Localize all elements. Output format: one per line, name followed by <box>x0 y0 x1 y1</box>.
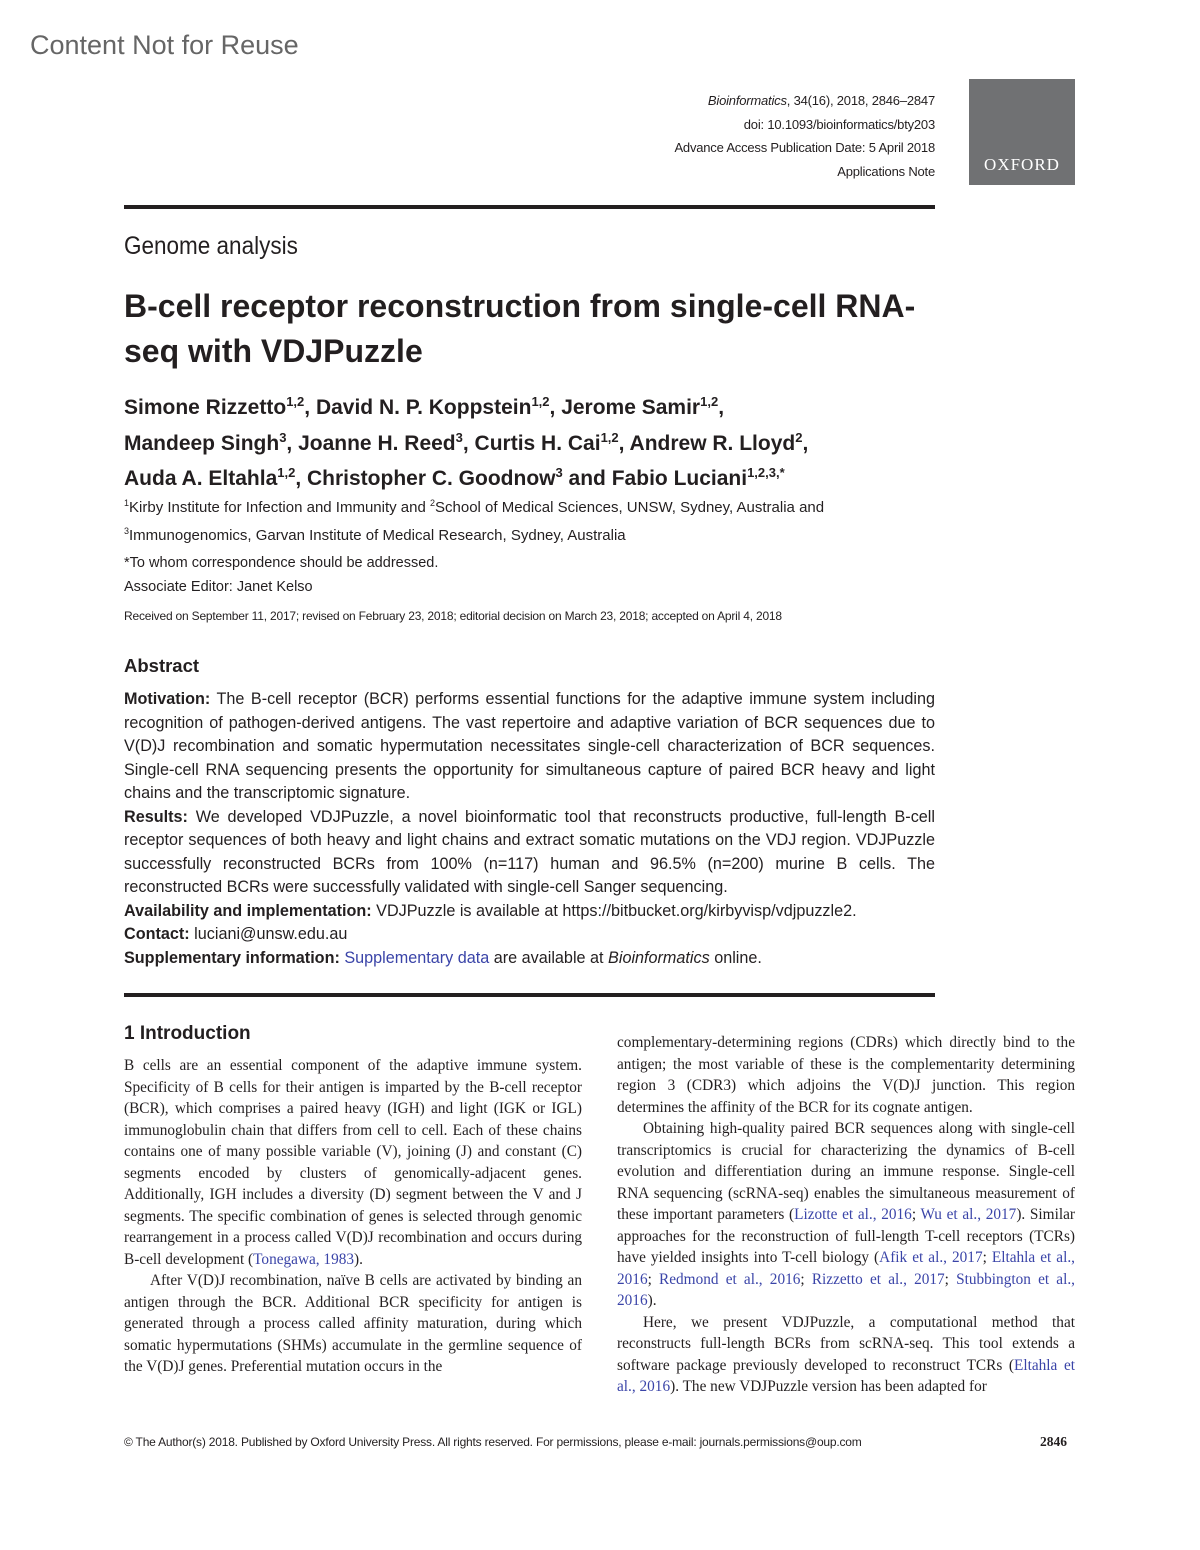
author-name: Auda A. Eltahla <box>124 467 278 490</box>
associate-editor: Associate Editor: Janet Kelso <box>124 578 313 595</box>
author-name: Jerome Samir <box>561 396 701 419</box>
advance-access-date: Advance Access Publication Date: 5 April 2018 <box>674 140 935 155</box>
author-separator: , <box>462 431 475 455</box>
correspondence-note: *To whom correspondence should be addressed. <box>124 555 439 571</box>
citation-link[interactable]: Stubbington et al., 2016 <box>617 1270 1075 1309</box>
top-divider <box>124 205 935 209</box>
text: Obtaining high-quality paired BCR sequences along with single-cell transcriptomics is crucial for characterizing the dynamics of B-cell evolution and differentiation during an immune response. Single-cell RNA sequencing (scRNA-seq) enables the simultaneous measurement of these important parameters ( <box>617 1120 1075 1223</box>
journal-name: Bioinformatics <box>707 93 787 108</box>
label: Contact: <box>124 925 190 943</box>
text: VDJPuzzle is available at https://bitbucket.org/kirbyvisp/vdjpuzzle2. <box>371 901 857 920</box>
author-affiliation-marker: 2 <box>795 429 803 445</box>
abstract-contact <box>124 923 935 947</box>
journal-citation <box>674 89 935 113</box>
author-affiliation-marker: 3 <box>555 465 563 480</box>
text: B cells are an essential component of the adaptive immune system. Specificity of B cells for their antigen is imparted by the B-cell receptor (BCR), which comprises a paired heavy (IGH) and light (IGK or IGL) immunoglobulin chain that differs from cell to cell. Each of these chains contains one of many possible variable (V), joining (J) and constant (C) segments encoded by clusters of genomically-adjacent genes. Additionally, IGH includes a diversity (D) segment between the V and J segments. The specific combination of genes is selected through genomic rearrangement in a process called V(D)J recombination and occurs during B-cell development ( <box>124 1057 582 1268</box>
abstract-results <box>124 806 935 900</box>
received-dates: Received on September 11, 2017; revised on February 23, 2018; editorial decision on March 23, 2018; accepted on April 4, 2018 <box>124 609 782 623</box>
citation-link[interactable]: Wu et al., 2017 <box>920 1206 1017 1223</box>
text: ; <box>911 1206 921 1223</box>
journal-meta <box>674 89 935 183</box>
author-separator: , <box>718 396 725 419</box>
left-column <box>124 1055 582 1378</box>
author-separator: , <box>618 431 630 455</box>
intro-paragraph <box>124 1055 582 1270</box>
oxford-logo: OXFORD <box>969 79 1075 185</box>
paper-title: B-cell receptor reconstruction from single-cell RNA-seq with VDJPuzzle <box>124 288 916 369</box>
text: We developed VDJPuzzle, a novel bioinformatic tool that reconstructs productive, full-length B-cell receptor sequences of both heavy and light chains and extract somatic mutations on the VDJ region. VDJPuzzle successfully reconstructed BCRs from 100% (n=117) human and 96.5% (n=200) murine B cells. The reconstructed BCRs were successfully validated with single-cell Sanger sequencing. <box>124 807 935 896</box>
citation: , 34(16), 2018, 2846–2847 <box>786 93 935 108</box>
author-affiliation-marker: 1,2 <box>600 429 619 445</box>
author-separator: and <box>562 467 612 490</box>
supplementary-data-link[interactable]: Supplementary data <box>344 948 490 967</box>
author-list <box>124 387 935 494</box>
journal-name: Bioinformatics <box>608 948 710 967</box>
abstract-heading: Abstract <box>124 655 200 676</box>
author-affiliation-marker: 1,2 <box>286 394 305 409</box>
citation-link[interactable]: Lizotte et al., 2016 <box>794 1206 912 1223</box>
text: ; <box>800 1270 812 1288</box>
label: Availability and implementation: <box>124 901 372 920</box>
text: luciani@unsw.edu.au <box>189 925 348 943</box>
label: Supplementary information: <box>124 948 340 967</box>
abstract-motivation <box>124 688 935 806</box>
affiliation: School of Medical Sciences, UNSW, Sydney, Australia and <box>435 499 825 516</box>
author-name: Andrew R. Lloyd <box>629 431 796 455</box>
citation-link[interactable]: Rizzetto et al., 2017 <box>811 1270 945 1288</box>
author-name: Mandeep Singh <box>124 431 280 455</box>
author-separator: , <box>286 431 299 455</box>
text: ). Similar approaches for the reconstruction of full-length T-cell receptors (TCRs) have yielded insights into T-cell biology ( <box>617 1206 1075 1266</box>
label: Results: <box>124 807 188 826</box>
text: online. <box>709 948 762 967</box>
citation-link[interactable]: Afik et al., 2017 <box>879 1249 983 1266</box>
text: Here, we present VDJPuzzle, a computational method that reconstructs full-length BCRs from scRNA-seq. This tool extends a software package previously developed to reconstruct TCRs ( <box>617 1313 1075 1374</box>
doi: doi: 10.1093/bioinformatics/bty203 <box>743 116 935 132</box>
text: are available at <box>489 948 609 967</box>
author-affiliation-marker: 3 <box>455 429 463 445</box>
citation-link[interactable]: Tonegawa, 1983 <box>253 1250 355 1268</box>
text: ; <box>944 1270 957 1288</box>
author-affiliation-marker: 1,2 <box>700 394 719 409</box>
author-name: Fabio Luciani <box>611 467 748 490</box>
affiliation: Immunogenomics, Garvan Institute of Medical Research, Sydney, Australia <box>129 526 626 544</box>
right-column <box>617 1032 1075 1398</box>
affiliation: Kirby Institute for Infection and Immunity and <box>129 499 430 516</box>
author-separator: , <box>304 396 316 419</box>
text: ). The new VDJPuzzle version has been adapted for <box>670 1378 987 1395</box>
aff-marker: 2 <box>430 498 436 508</box>
author-separator: , <box>549 396 562 419</box>
section-label: Genome analysis <box>124 232 298 260</box>
author-affiliation-marker: 1,2,3,* <box>747 465 785 480</box>
intro-paragraph: After V(D)J recombination, naïve B cells are activated by binding an antigen through the BCR. Additional BCR specificity for antigen is generated through a process called affinity maturation, during which somatic hypermutations (SHMs) accumulate in the germline sequence of the V(D)J genes. Preferential mutation occurs in the <box>124 1272 582 1375</box>
citation-link[interactable]: Eltahla et al., 2016 <box>617 1249 1075 1288</box>
author-name: Joanne H. Reed <box>298 431 456 455</box>
text: ). <box>647 1292 657 1309</box>
intro-paragraph: complementary-determining regions (CDRs) which directly bind to the antigen; the most variable of these is the complementarity determining region 3 (CDR3) which adjoins the V(D)J junction. This region determines the affinity of the BCR for its cognate antigen. <box>617 1034 1075 1116</box>
author-affiliation-marker: 1,2 <box>531 394 550 409</box>
abstract-body <box>124 688 935 970</box>
text: The B-cell receptor (BCR) performs essential functions for the adaptive immune system including recognition of pathogen-derived antigens. The vast repertoire and adaptive variation of BCR sequences due to V(D)J recombination and somatic hypermutation necessitates single-cell characterization of BCR sequences. Single-cell RNA sequencing presents the opportunity for simultaneous capture of paired BCR heavy and light chains and the transcriptomic signature. <box>124 690 935 802</box>
aff-marker: 3 <box>124 525 130 536</box>
watermark: Content Not for Reuse <box>30 30 299 60</box>
affiliations <box>124 492 935 547</box>
author-separator: , <box>802 431 809 455</box>
text: ). <box>354 1250 363 1268</box>
author-name: Curtis H. Cai <box>474 431 601 455</box>
aff-marker: 1 <box>124 498 130 508</box>
article-type: Applications Note <box>837 163 935 179</box>
intro-paragraph <box>617 1312 1075 1398</box>
abstract-availability <box>124 900 935 924</box>
citation-link[interactable]: Eltahla et al., 2016 <box>617 1356 1075 1395</box>
label: Motivation: <box>124 690 211 708</box>
abstract-divider <box>124 993 935 997</box>
author-name: Christopher C. Goodnow <box>307 467 556 490</box>
copyright-footer: © The Author(s) 2018. Published by Oxford University Press. All rights reserved. For permissions, please e-mail: journals.permissions@oup.com <box>124 1435 862 1449</box>
text: ; <box>982 1249 992 1266</box>
author-separator: , <box>295 467 307 490</box>
author-affiliation-marker: 3 <box>279 429 287 445</box>
introduction-heading: 1 Introduction <box>124 1023 251 1044</box>
correspondence-block <box>124 552 438 599</box>
abstract-supplementary <box>124 947 935 971</box>
author-affiliation-marker: 1,2 <box>277 465 296 480</box>
citation-link[interactable]: Redmond et al., 2016 <box>659 1270 801 1288</box>
author-name: Simone Rizzetto <box>124 396 287 419</box>
author-name: David N. P. Koppstein <box>315 396 532 419</box>
text: ; <box>647 1270 660 1288</box>
page-number: 2846 <box>1040 1434 1067 1449</box>
intro-paragraph <box>617 1118 1075 1312</box>
